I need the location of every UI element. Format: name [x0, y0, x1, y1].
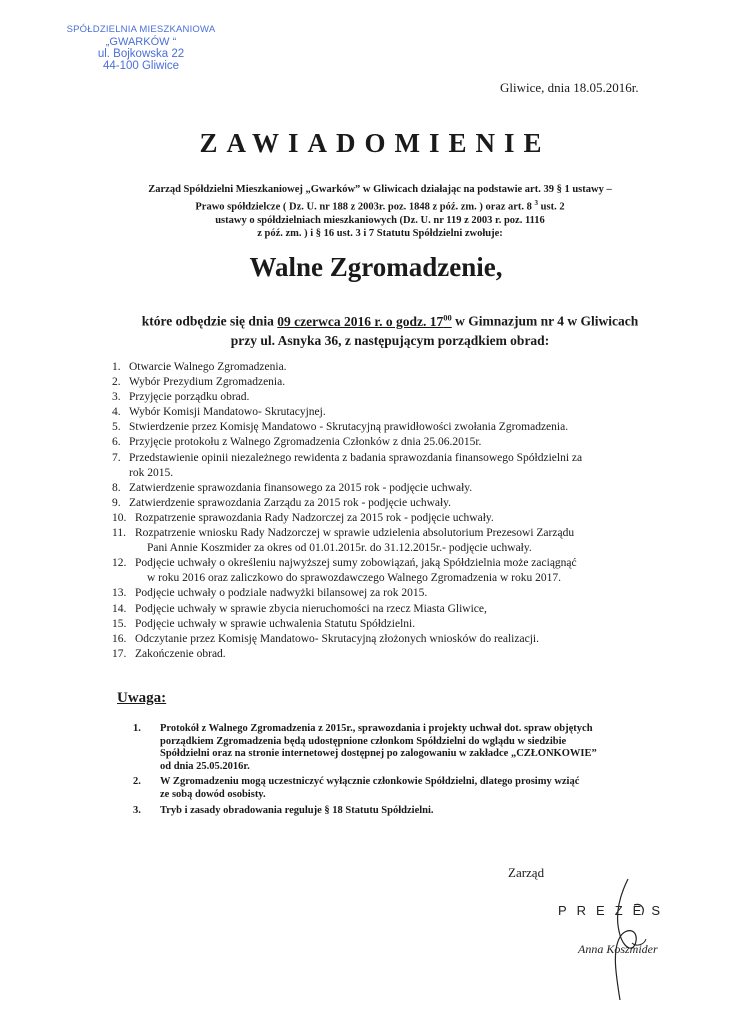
agenda-item-text: Odczytanie przez Komisję Mandatowo- Skrutacyjną złożonych wniosków do realizacji. — [135, 632, 539, 645]
agenda-item-text: Podjęcie uchwały o określeniu najwyższej sumy zobowiązań, jaką Spółdzielnia może zaciągnąć — [135, 557, 577, 570]
agenda-item-text: Przyjęcie porządku obrad. — [129, 391, 250, 404]
agenda-item — [112, 526, 692, 556]
note-item-line: Protokół z Walnego Zgromadzenia z 2015r., sprawozdania i projekty uchwał dot. spraw objętych — [160, 723, 593, 734]
meeting-date: 09 czerwca 2016 r. o godz. 17 — [277, 313, 444, 329]
legal-basis-intro — [140, 183, 620, 241]
agenda-item — [112, 375, 692, 390]
agenda-item — [112, 420, 692, 435]
agenda-item-number: 4. — [112, 406, 121, 419]
document-title: ZAWIADOMIENIE — [199, 128, 551, 158]
note-item — [133, 805, 693, 818]
signature-board: Zarząd — [508, 865, 545, 880]
note-item-line: porządkiem Zgromadzenia będą udostępnione członkom Spółdzielni do wglądu w siedzibie — [160, 735, 567, 747]
agenda-item — [112, 602, 692, 617]
note-item-line: ze sobą dowód osobisty. — [160, 788, 266, 800]
agenda-item-number: 5. — [112, 421, 121, 434]
agenda-item — [112, 556, 692, 586]
agenda-item-text: Zatwierdzenie sprawozdania Zarządu za 2015 rok - podjęcie uchwały. — [129, 496, 452, 509]
agenda-item — [112, 647, 692, 662]
agenda-item-text: Rozpatrzenie wniosku Rady Nadzorczej w sprawie udzielenia absolutorium Prezesowi Zarządu — [135, 527, 575, 540]
note-item-line: Tryb i zasady obradowania reguluje § 18 Statutu Spółdzielni. — [160, 804, 434, 816]
handwritten-signature — [590, 875, 670, 1015]
agenda-item-text: Rozpatrzenie sprawozdania Rady Nadzorczej za 2015 rok - podjęcie uchwały. — [135, 511, 494, 524]
note-item-number: 1. — [133, 723, 141, 734]
intro-superscript: 3 — [534, 198, 539, 207]
agenda-item — [112, 586, 692, 601]
agenda-item-text: Wybór Komisji Mandatowo- Skrutacyjnej. — [129, 406, 326, 419]
agenda-item-number: 17. — [112, 647, 127, 660]
agenda-item — [112, 405, 692, 420]
president-name: Anna Koszmider — [578, 942, 658, 956]
agenda-item-number: 14. — [112, 602, 127, 615]
agenda-item — [112, 360, 692, 375]
agenda-item-number: 2. — [112, 376, 121, 389]
agenda-item-text: Podjęcie uchwały w sprawie zbycia nieruchomości na rzecz Miasta Gliwice, — [135, 602, 487, 615]
agenda-item — [112, 451, 692, 481]
agenda-item-text: Przyjęcie protokołu z Walnego Zgromadzenia Członków z dnia 25.06.2015r. — [129, 436, 482, 449]
intro-line-4: z póź. zm. ) i § 16 ust. 3 i 7 Statutu Spółdzielni zwołuje: — [257, 228, 503, 239]
agenda-list — [112, 360, 692, 662]
agenda-item-number: 9. — [112, 496, 121, 509]
agenda-item — [112, 617, 692, 632]
agenda-item-number: 6. — [112, 436, 121, 449]
note-item-number: 2. — [133, 776, 141, 788]
meeting-details — [110, 308, 670, 350]
meeting-line-2: przy ul. Asnyka 36, z następującym porządkiem obrad: — [230, 332, 550, 348]
agenda-item-text: Wybór Prezydium Zgromadzenia. — [129, 376, 286, 389]
meeting-location: w Gimnazjum nr 4 w Gliwicach — [451, 313, 639, 329]
cooperative-stamp — [66, 24, 216, 72]
stamp-line-gwarkow: „GWARKÓW “ — [105, 36, 177, 48]
agenda-item-number: 12. — [112, 557, 127, 570]
agenda-item-text: Podjęcie uchwały w sprawie uchwalenia Statutu Spółdzielni. — [135, 617, 416, 630]
meeting-prefix: które odbędzie się dnia — [141, 313, 278, 329]
agenda-item-number: 16. — [112, 632, 127, 645]
stamp-line-street: ul. Bojkowska 22 — [97, 48, 185, 60]
intro-line-2b: ust. 2 — [538, 201, 565, 212]
agenda-item-text: Zatwierdzenie sprawozdania finansowego za 2015 rok - podjęcie uchwały. — [129, 481, 473, 494]
agenda-item-number: 8. — [112, 481, 121, 494]
agenda-item-text: Stwierdzenie przez Komisję Mandatowo - Skrutacyjną prawidłowości zwołania Zgromadzenia. — [129, 421, 569, 434]
agenda-item-number: 10. — [112, 511, 127, 524]
agenda-item-text: Otwarcie Walnego Zgromadzenia. — [129, 361, 287, 373]
meeting-line-1 — [110, 308, 670, 331]
note-item-line: W Zgromadzeniu mogą uczestniczyć wyłącznie członkowie Spółdzielni, dlatego prosimy wziąć — [160, 776, 580, 788]
agenda-item-text: Przedstawienie opinii niezależnego rewidenta z badania sprawozdania finansowego Spółdzielni za — [129, 451, 583, 464]
agenda-item — [112, 435, 692, 450]
stamp-line-name: SPÓŁDZIELNIA MIESZKANIOWA — [66, 24, 216, 35]
stamp-line-city: 44-100 Gliwice — [102, 60, 180, 72]
notes-list — [133, 723, 693, 820]
intro-line-1: Zarząd Spółdzielni Mieszkaniowej „Gwarków” w Gliwicach działając na podstawie art. 39 § 1 ustawy – — [148, 184, 612, 195]
note-item — [133, 776, 693, 801]
agenda-item-text-cont: Pani Annie Koszmider za okres od 01.01.2015r. do 31.12.2015r.- podjęcie uchwały. — [147, 542, 532, 555]
agenda-item-number: 1. — [112, 361, 121, 373]
intro-line-2a: Prawo spółdzielcze ( Dz. U. nr 188 z 2003r. poz. 1848 z póź. zm. ) oraz art. 8 — [195, 201, 535, 212]
president-stamp: PREZES — [558, 903, 671, 918]
note-item-line: Spółdzielni oraz na stronie internetowej dostępnej po zalogowaniu w zakładce „CZŁONKOWIE” — [160, 748, 597, 760]
agenda-item — [112, 390, 692, 405]
agenda-item-text: Podjęcie uchwały o podziale nadwyżki bilansowej za rok 2015. — [135, 587, 428, 600]
agenda-item — [112, 511, 692, 526]
agenda-item-text-cont: rok 2015. — [129, 466, 174, 479]
agenda-item — [112, 632, 692, 647]
note-heading: Uwaga: — [117, 690, 167, 706]
agenda-item-number: 13. — [112, 587, 127, 600]
agenda-item — [112, 496, 692, 511]
note-item-number: 3. — [133, 804, 141, 816]
agenda-item-number: 7. — [112, 451, 121, 464]
meeting-time-minutes: 00 — [443, 312, 452, 322]
document-date: Gliwice, dnia 18.05.2016r. — [500, 80, 639, 95]
note-item — [133, 723, 693, 773]
intro-line-3: ustawy o spółdzielniach mieszkaniowych (Dz. U. nr 119 z 2003 r. poz. 1116 — [215, 214, 545, 226]
intro-line-2 — [140, 197, 620, 214]
agenda-item-number: 3. — [112, 391, 121, 404]
agenda-item — [112, 481, 692, 496]
note-item-line: od dnia 25.05.2016r. — [160, 760, 250, 772]
agenda-item-text: Zakończenie obrad. — [135, 647, 226, 660]
agenda-item-number: 11. — [112, 527, 126, 540]
meeting-date-time — [277, 314, 451, 329]
meeting-heading: Walne Zgromadzenie, — [249, 252, 503, 282]
agenda-item-text-cont: w roku 2016 oraz zaliczkowo do sprawozdawczego Walnego Zgromadzenia w roku 2017. — [147, 572, 561, 585]
agenda-item-number: 15. — [112, 617, 127, 630]
